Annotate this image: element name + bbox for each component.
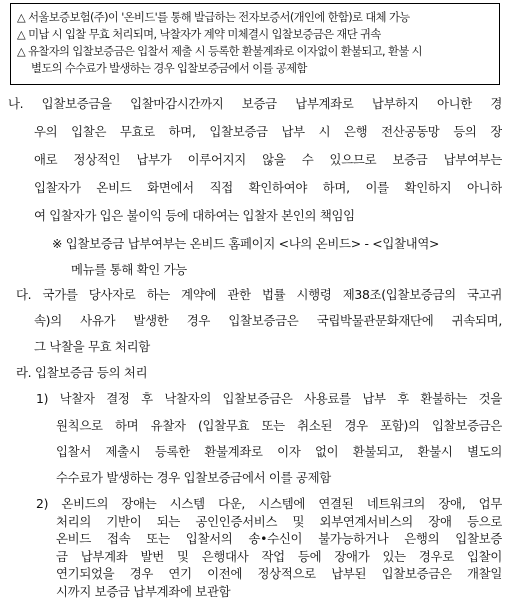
section-na-note: 메뉴를 통해 확인 가능: [71, 262, 187, 277]
section-da-line: 그 낙찰을 무효 처리함: [34, 339, 150, 354]
section-da-line: 속)의 사유가 발생한 경우 입찰보증금은 국립박물관문화재단에 귀속되며,: [34, 313, 502, 328]
notice-line: △ 서울보증보험(주)이 '온비드'를 통해 발급하는 전자보증서(개인에 한함)로 대체 가능: [17, 11, 410, 24]
section-ra-item1-line: 입찰서 제출시 등록한 환불계좌로 이자 없이 환불되고, 환불시 별도의: [56, 444, 502, 459]
section-na-line: 입찰자가 온비드 화면에서 직접 확인하여야 하며, 이를 확인하지 아니하: [34, 180, 502, 195]
section-ra-item1-line: 1) 낙찰자 결정 후 낙찰자의 입찰보증금은 사용료를 납부 후 환불하는 것을: [36, 391, 502, 406]
section-na-line: 여 입찰자가 입은 불이익 등에 대하여는 입찰자 본인의 책임임: [34, 208, 355, 223]
section-ra-item2-line: 온비드 접속 또는 입찰서의 송•수신이 불가능하거나 은행의 입찰보증: [56, 531, 502, 547]
section-ra-item2-line: 금 납부계좌 발번 및 은행대사 작업 등에 장애가 있는 경우로 입찰이: [56, 548, 502, 564]
section-na-line: 나. 입찰보증금을 입찰마감시간까지 보증금 납부계좌로 납부하지 아니한 경: [8, 96, 502, 111]
section-na-note: ※ 입찰보증금 납부여부는 온비드 홈페이지 <나의 온비드> - <입찰내역>: [52, 236, 440, 251]
notice-line: △ 미납 시 입찰 무효 처리되며, 낙찰자가 계약 미체결시 입찰보증금은 재단 귀속: [17, 28, 381, 41]
notice-line: △ 유찰자의 입찰보증금은 입찰서 제출 시 등록한 환불계좌로 이자없이 환불되고, 환불 시: [17, 45, 422, 58]
section-ra-heading: 라. 입찰보증금 등의 처리: [16, 365, 148, 380]
section-na-line: 애로 정상적인 납부가 이루어지지 않을 수 있으므로 보증금 납부여부는: [34, 152, 502, 167]
section-ra-item2-line: 2) 온비드의 장애는 시스템 다운, 시스템에 연결된 네트워크의 장애, 업무: [36, 496, 502, 511]
section-ra-item1-line: 수수료가 발생하는 경우 입찰보증금에서 이를 공제함: [56, 470, 331, 485]
section-ra-item2-line: 연기되었을 경우 연기 이전에 정상적으로 납부된 입찰보증금은 개찰일: [56, 566, 502, 582]
notice-box: [10, 3, 500, 85]
section-ra-item1-line: 원칙으로 하며 유찰자 (입찰무효 또는 취소된 경우 포함)의 입찰보증금은: [56, 418, 502, 433]
section-ra-item2-line: 처리의 기반이 되는 공인인증서비스 및 외부연계서비스의 장애 등으로: [56, 513, 502, 529]
section-na-line: 우의 입찰은 무효로 하며, 입찰보증금 납부 시 은행 전산공동망 등의 장: [34, 124, 502, 139]
section-ra-item2-line: 시까지 보증금 납부계좌에 보관함: [56, 584, 231, 599]
section-da-line: 다. 국가를 당사자로 하는 계약에 관한 법률 시행령 제38조(입찰보증금의 국고귀: [16, 287, 502, 302]
notice-line: 별도의 수수료가 발생하는 경우 입찰보증금에서 이를 공제함: [31, 62, 307, 75]
